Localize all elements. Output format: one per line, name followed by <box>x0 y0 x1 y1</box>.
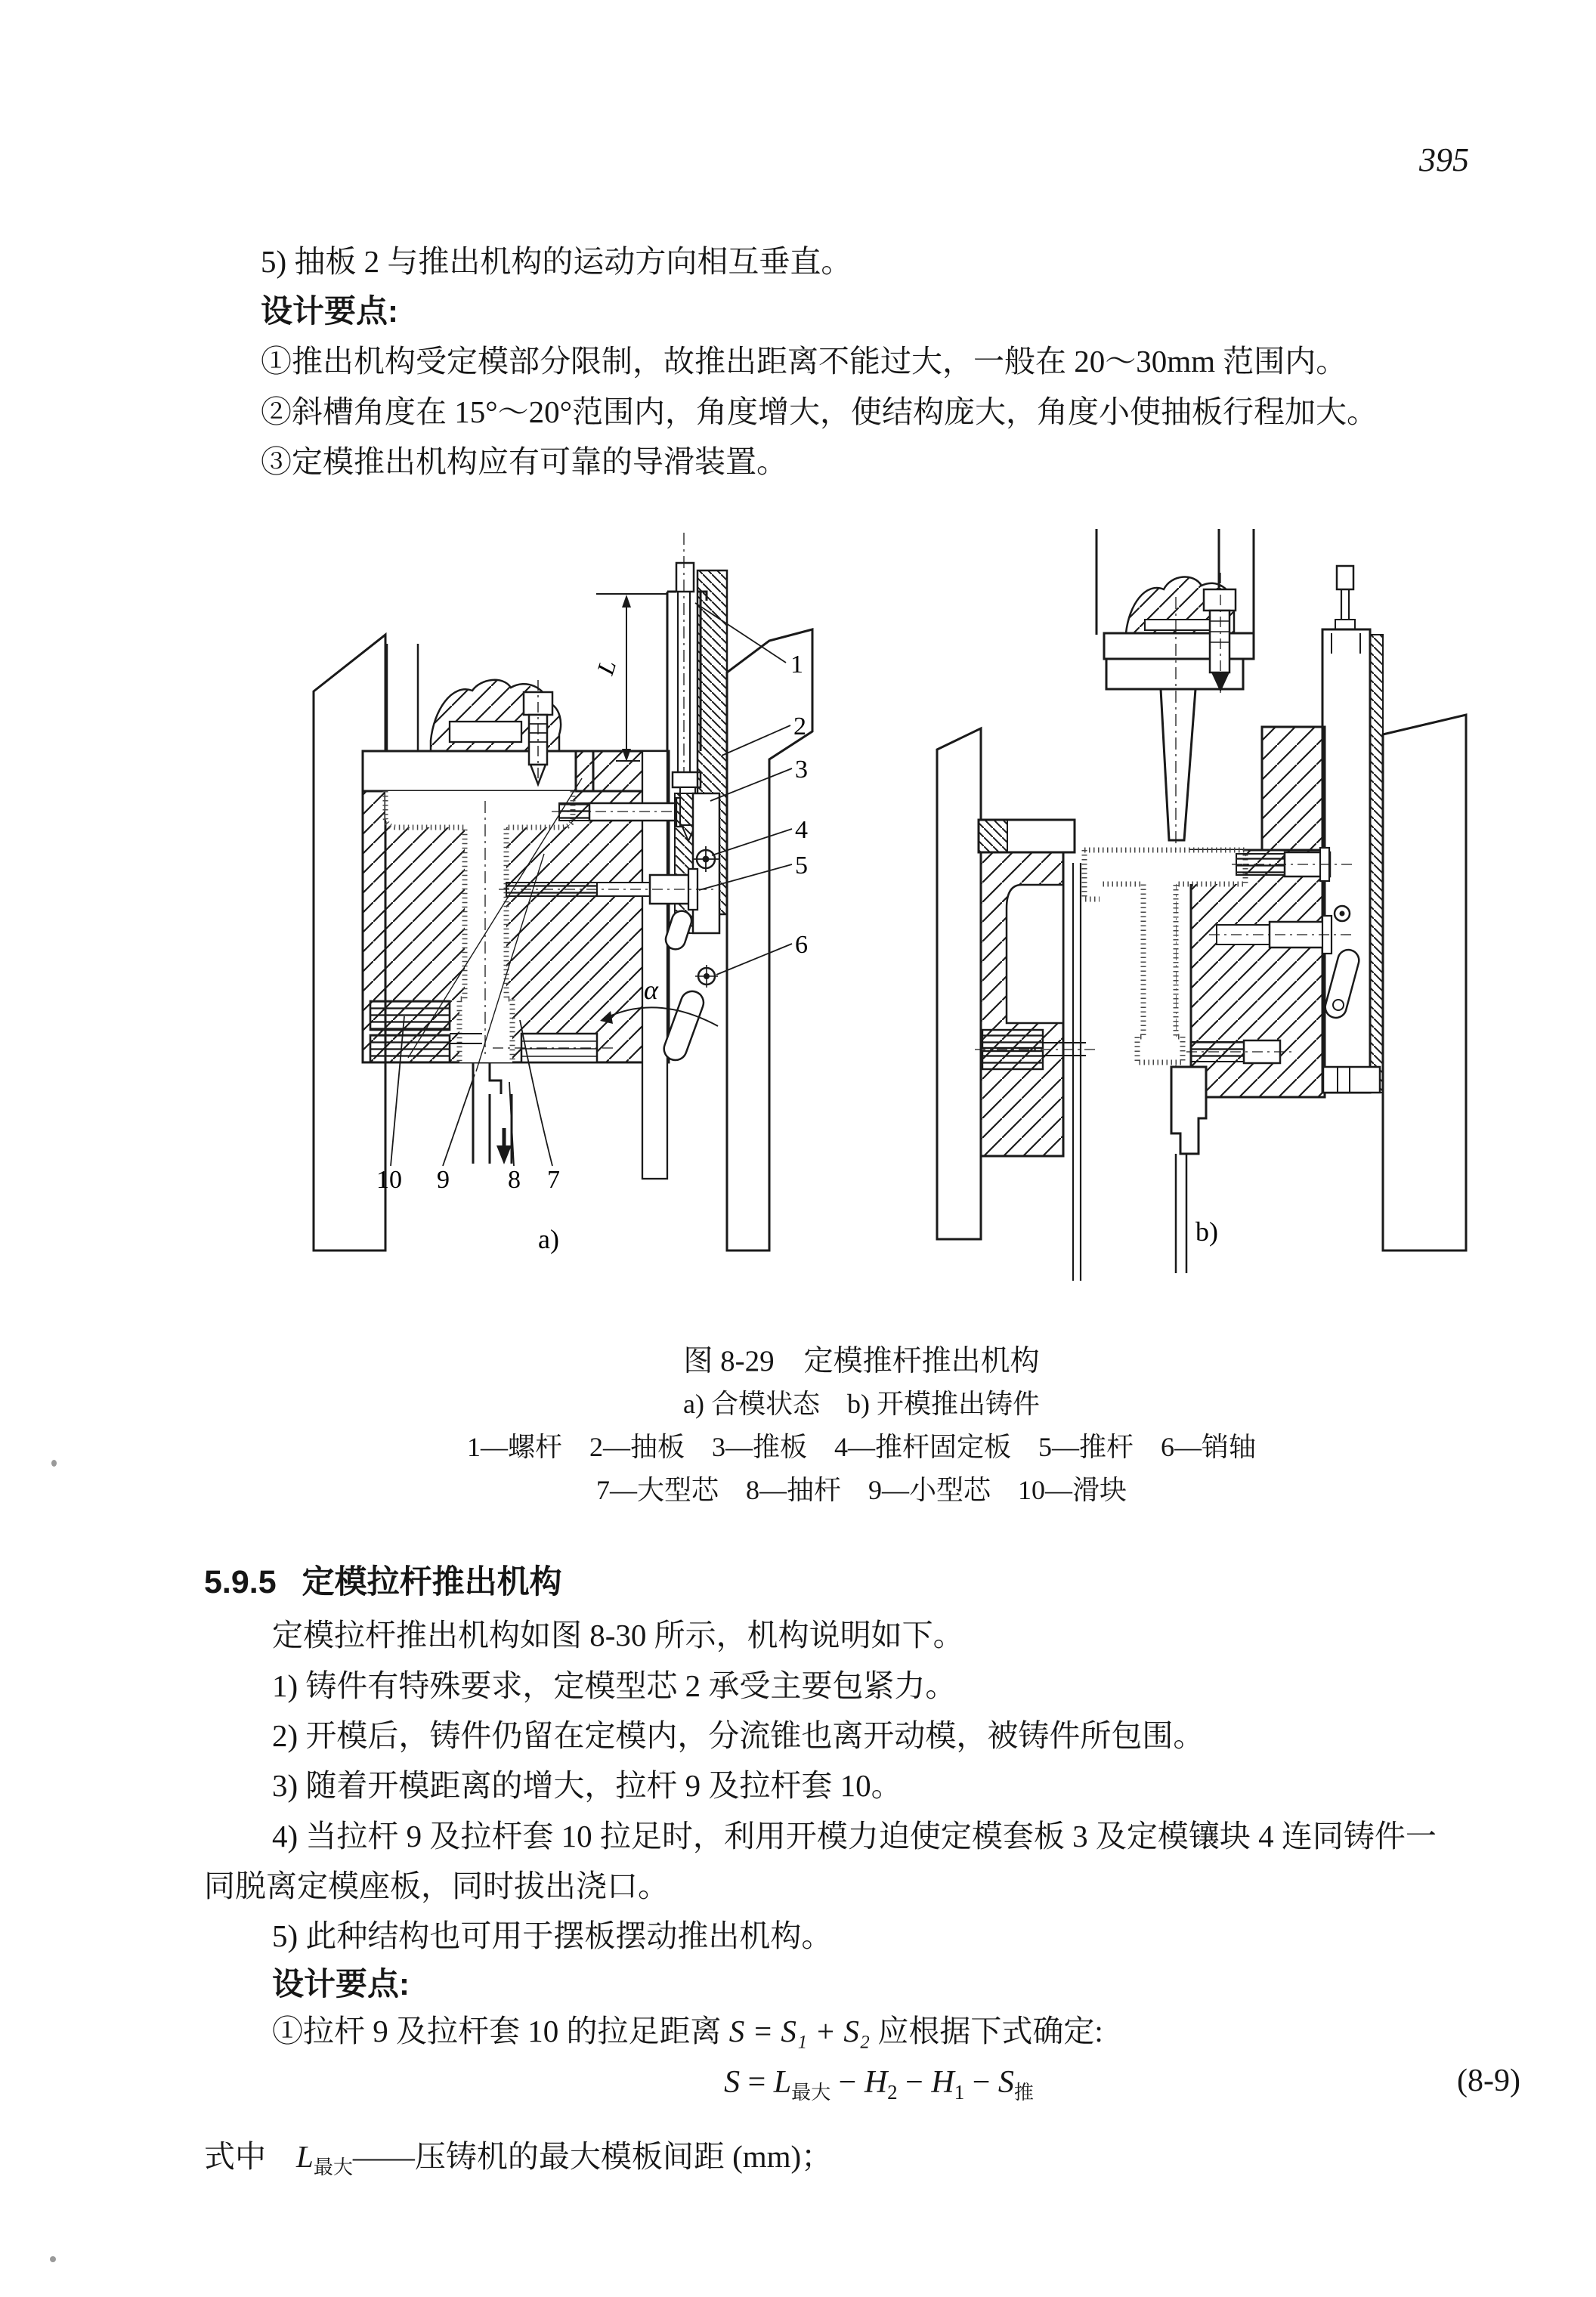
formula-H1-sub: 1 <box>954 2081 965 2104</box>
scan-artifact-dot <box>50 2256 56 2262</box>
formula-minus1: − <box>838 2065 857 2100</box>
where-var-L: L <box>296 2139 314 2174</box>
callout-3: 3 <box>795 756 808 784</box>
formula-L-sub: 最大 <box>791 2082 831 2104</box>
section-item3: 3) 随着开模距离的增大，拉杆 9 及拉杆套 10。 <box>272 1768 902 1803</box>
formula-S-push-sub: 推 <box>1013 2082 1034 2104</box>
diagram-b-sprue-spreader <box>1161 689 1195 840</box>
diagram-a-down-arrow <box>496 1128 512 1164</box>
section-item2: 2) 开模后，铸件仍留在定模内，分流锥也离开动模，被铸件所包围。 <box>272 1718 1205 1753</box>
scan-artifact-dot <box>51 1460 57 1467</box>
formula-H2-sub: 2 <box>887 2081 898 2104</box>
section-title: 定模拉杆推出机构 <box>302 1564 562 1600</box>
intro-point3: ③定模推出机构应有可靠的导滑装置。 <box>261 444 787 479</box>
diagram-b-left-wall <box>937 728 981 1239</box>
formula-S: S <box>724 2065 741 2100</box>
diagram-b-plate-foot <box>1323 1067 1380 1093</box>
diagram-a-label: a) <box>538 1224 559 1254</box>
figure-8-29-diagrams <box>295 529 1526 1300</box>
diagram-b-upper-block <box>1262 727 1325 850</box>
diagram-a-sprue-insert <box>450 722 521 742</box>
section-item4-line2: 同脱离定模座板，同时拔出浇口。 <box>204 1869 669 1903</box>
diagram-b-lower-pin <box>1186 1040 1292 1063</box>
diagram-a-dimension-L <box>591 594 667 762</box>
dimension-L-label: L <box>591 657 622 679</box>
formula-S-push: S <box>998 2065 1014 2100</box>
intro-item5: 5) 抽板 2 与推出机构的运动方向相互垂直。 <box>261 244 852 279</box>
callout-9: 9 <box>437 1166 450 1194</box>
where-prefix: 式中 <box>204 2139 266 2174</box>
section-point1-post: 应根据下式确定: <box>870 2014 1103 2048</box>
where-rest: ——压铸机的最大模板间距 (mm)； <box>352 2139 833 2174</box>
formula-minus2: − <box>905 2065 923 2100</box>
callout-8: 8 <box>508 1166 521 1194</box>
section-point1 <box>272 2011 1103 2051</box>
intro-point2: ②斜槽角度在 15°～20°范围内，角度增大，使结构庞大，角度小使抽板行程加大。 <box>261 394 1378 429</box>
callout-7: 7 <box>547 1166 560 1194</box>
diagram-b-label: b) <box>1195 1217 1218 1247</box>
intro-point1: ①推出机构受定模部分限制，故推出距离不能过大，一般在 20～30mm 范围内。 <box>261 344 1347 379</box>
formula-number: (8-9) <box>1457 2064 1520 2098</box>
page-number: 395 <box>1419 141 1469 178</box>
intro-design-heading: 设计要点: <box>261 293 398 329</box>
callout-1: 1 <box>790 651 803 679</box>
section-item5: 5) 此种结构也可用于摆板摆动推出机构。 <box>272 1918 833 1953</box>
section-item4-line1: 4) 当拉杆 9 及拉杆套 10 拉足时，利用开模力迫使定模套板 3 及定模镶块 4 连同铸件一 <box>272 1819 1437 1853</box>
callout-4: 4 <box>795 816 808 844</box>
callout-6: 6 <box>795 931 808 959</box>
diagram-b-right-wall <box>1383 715 1466 1251</box>
where-line <box>204 2137 832 2187</box>
formula-eq: = <box>747 2065 766 2100</box>
callout-10: 10 <box>376 1166 402 1194</box>
callout-5: 5 <box>795 852 808 880</box>
section-point1-pre: ①拉杆 9 及拉杆套 10 的拉足距离 <box>272 2014 729 2048</box>
section-p0: 定模拉杆推出机构如图 8-30 所示，机构说明如下。 <box>272 1618 964 1652</box>
section-item1: 1) 铸件有特殊要求，定模型芯 2 承受主要包紧力。 <box>272 1668 957 1703</box>
formula-8-9 <box>159 2064 1596 2105</box>
diagram-a-guide-pillar <box>387 644 418 751</box>
formula-minus3: − <box>972 2065 991 2100</box>
figure-caption-states: a) 合模状态 b) 开模推出铸件 <box>683 1389 1040 1419</box>
formula-H1: H <box>931 2065 954 2100</box>
where-var-L-sub: 最大 <box>313 2156 353 2178</box>
diagram-a-closed-mold <box>314 533 812 1254</box>
formula-L: L <box>773 2065 792 2100</box>
diagram-a-top-plate <box>363 751 593 791</box>
figure-caption-parts1: 1—螺杆 2—抽板 3—推板 4—推杆固定板 5—推杆 6—销轴 <box>466 1432 1256 1462</box>
formula-H2: H <box>864 2065 888 2100</box>
section-point1-eq: S = S₁ + S₂ <box>728 2014 871 2048</box>
diagram-b-guide-pillar <box>1073 863 1081 1281</box>
figure-caption-parts2: 7—大型芯 8—抽杆 9—小型芯 10—滑块 <box>595 1475 1127 1505</box>
section-design-heading: 设计要点: <box>272 1966 410 2002</box>
diagram-b-open-mold <box>937 529 1466 1281</box>
angle-alpha-label: α <box>644 975 658 1005</box>
figure-caption-title: 图 8-29 定模推杆推出机构 <box>683 1345 1040 1377</box>
section-number: 5.9.5 <box>204 1564 277 1600</box>
diagram-b-left-block <box>979 820 1075 1156</box>
section-heading <box>204 1563 562 1602</box>
callout-2: 2 <box>793 713 806 740</box>
